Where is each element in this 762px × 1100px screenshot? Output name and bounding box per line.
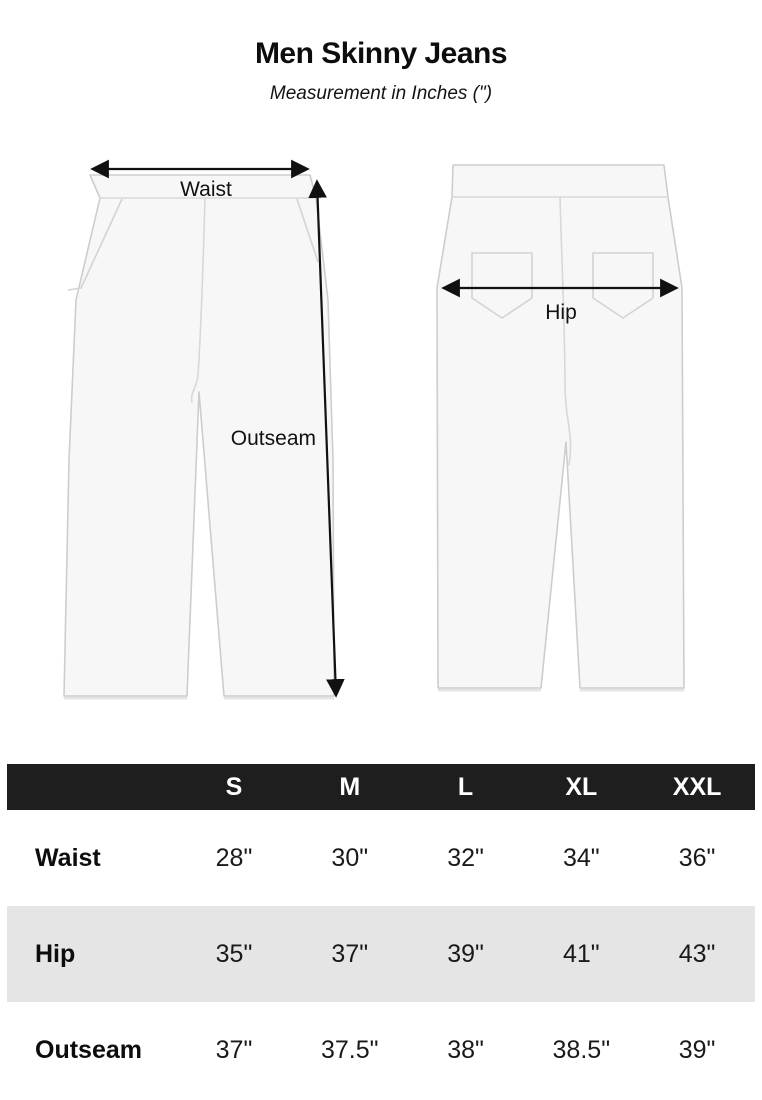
outseam-xl: 38.5" xyxy=(523,1002,639,1098)
hip-s: 35" xyxy=(176,906,292,1002)
size-table-corner-cell xyxy=(7,764,176,810)
size-col-s: S xyxy=(176,764,292,810)
page-title: Men Skinny Jeans xyxy=(254,37,508,70)
outseam-xxl: 39" xyxy=(639,1002,755,1098)
row-label-hip: Hip xyxy=(7,906,176,1002)
jeans-measurement-diagram xyxy=(0,130,762,740)
jeans-back-view xyxy=(437,165,684,690)
hip-xl: 41" xyxy=(523,906,639,1002)
page-subtitle: Measurement in Inches (") xyxy=(269,83,493,104)
size-table xyxy=(7,764,755,1098)
size-table-header-row xyxy=(7,764,755,810)
size-col-m: M xyxy=(292,764,408,810)
outseam-l: 38" xyxy=(408,1002,524,1098)
waist-label: Waist xyxy=(180,178,232,201)
waist-xl: 34" xyxy=(523,810,639,906)
size-col-l: L xyxy=(408,764,524,810)
table-row-waist xyxy=(7,810,755,906)
row-label-outseam: Outseam xyxy=(7,1002,176,1098)
jeans-front-view xyxy=(64,169,336,698)
hip-m: 37" xyxy=(292,906,408,1002)
waist-xxl: 36" xyxy=(639,810,755,906)
outseam-s: 37" xyxy=(176,1002,292,1098)
hip-l: 39" xyxy=(408,906,524,1002)
size-col-xl: XL xyxy=(523,764,639,810)
jeans-back-outline xyxy=(437,165,684,688)
waist-s: 28" xyxy=(176,810,292,906)
outseam-m: 37.5" xyxy=(292,1002,408,1098)
row-label-waist: Waist xyxy=(7,810,176,906)
hip-label: Hip xyxy=(545,301,577,324)
table-row-hip xyxy=(7,906,755,1002)
waist-m: 30" xyxy=(292,810,408,906)
size-col-xxl: XXL xyxy=(639,764,755,810)
table-row-outseam xyxy=(7,1002,755,1098)
hip-xxl: 43" xyxy=(639,906,755,1002)
outseam-label: Outseam xyxy=(230,427,316,450)
waist-l: 32" xyxy=(408,810,524,906)
